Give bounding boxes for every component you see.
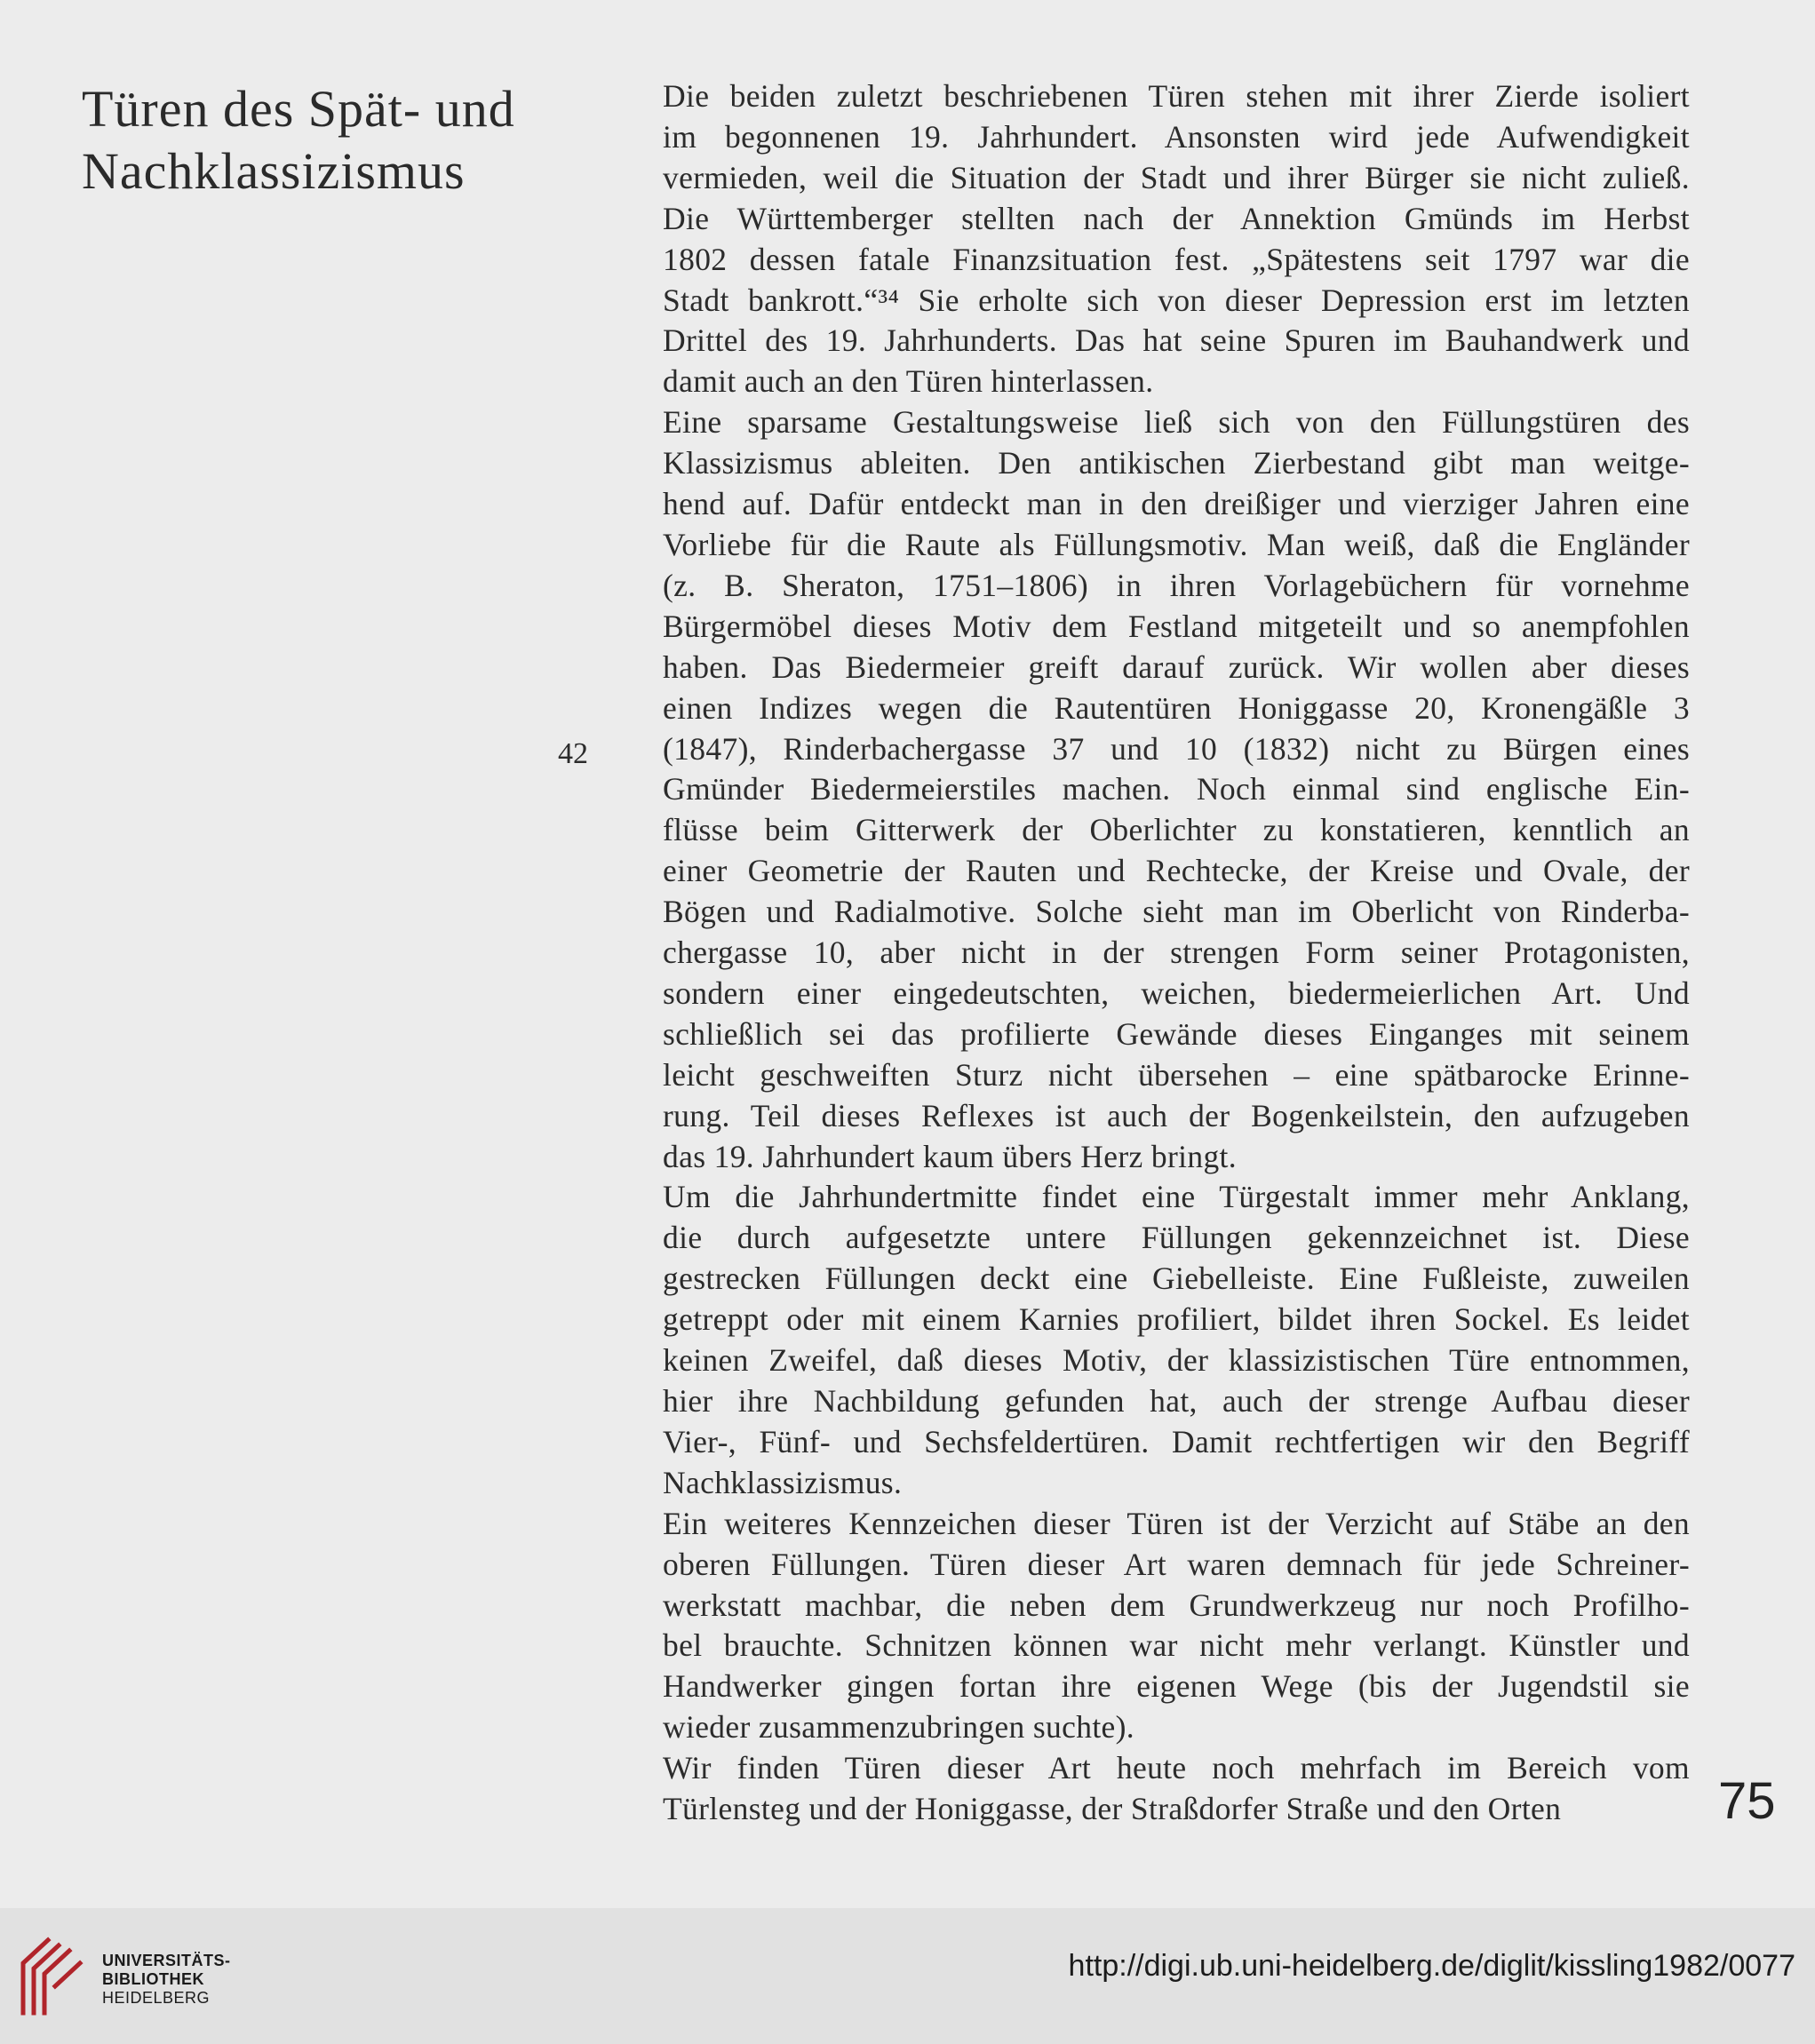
text-line: haben. Das Biedermeier greift darauf zurück. Wir wollen aber dieses bbox=[663, 648, 1690, 685]
text-line: einen Indizes wegen die Rautentüren Honiggasse 20, Kronengäßle 3 bbox=[663, 689, 1690, 726]
footer-bar bbox=[0, 1908, 1815, 2044]
text-line: leicht geschweiften Sturz nicht übersehen – eine spätbarocke Erinne- bbox=[663, 1056, 1690, 1093]
text-line: getreppt oder mit einem Karnies profiliert, bildet ihren Sockel. Es leidet bbox=[663, 1301, 1690, 1338]
text-line: Wir finden Türen dieser Art heute noch mehrfach im Bereich vom bbox=[663, 1750, 1690, 1786]
marginal-figure-reference: 42 bbox=[558, 737, 588, 770]
text-line: Drittel des 19. Jahrhunderts. Das hat seine Spuren im Bauhandwerk und bbox=[663, 322, 1690, 359]
text-line: damit auch an den Türen hinterlassen. bbox=[663, 363, 1154, 400]
text-line: flüsse beim Gitterwerk der Oberlichter zu konstatieren, kenntlich an bbox=[663, 812, 1690, 848]
body-text bbox=[663, 76, 1690, 1830]
library-logo-icon bbox=[16, 1933, 87, 2018]
heading-line-1: Türen des Spät- und bbox=[82, 80, 515, 138]
text-line: Türlensteg und der Honiggasse, der Straßdorfer Straße und den Orten bbox=[663, 1791, 1562, 1827]
text-line: hier ihre Nachbildung gefunden hat, auch der strenge Aufbau dieser bbox=[663, 1383, 1690, 1419]
text-line: sondern einer eingedeutschten, weichen, biedermeierlichen Art. Und bbox=[663, 974, 1690, 1011]
source-url-link[interactable]: http://digi.ub.uni-heidelberg.de/diglit/kissling1982/0077 bbox=[1068, 1949, 1795, 1983]
text-line: gestrecken Füllungen deckt eine Giebelleiste. Eine Fußleiste, zuweilen bbox=[663, 1261, 1690, 1297]
text-line: Bürgermöbel dieses Motiv dem Festland mitgeteilt und so anempfohlen bbox=[663, 608, 1690, 644]
text-line: hend auf. Dafür entdeckt man in den dreißiger und vierziger Jahren eine bbox=[663, 486, 1690, 522]
text-line: Vorliebe für die Raute als Füllungsmotiv. Man weiß, daß die Engländer bbox=[663, 526, 1690, 562]
text-line: die durch aufgesetzte untere Füllungen gekennzeichnet ist. Diese bbox=[663, 1220, 1690, 1256]
text-line: chergasse 10, aber nicht in der strengen Form seiner Protagonisten, bbox=[663, 935, 1690, 971]
page-number: 75 bbox=[1718, 1772, 1776, 1830]
text-line: Handwerker gingen fortan ihre eigenen Wege (bis der Jugendstil sie bbox=[663, 1668, 1690, 1705]
text-line: das 19. Jahrhundert kaum übers Herz bringt. bbox=[663, 1138, 1237, 1174]
text-line: Eine sparsame Gestaltungsweise ließ sich von den Füllungstüren des bbox=[663, 404, 1690, 441]
text-line: Vier-, Fünf- und Sechsfeldertüren. Damit rechtfertigen wir den Begriff bbox=[663, 1423, 1690, 1459]
paragraph bbox=[663, 1748, 1690, 1830]
text-line: im begonnenen 19. Jahrhundert. Ansonsten wird jede Aufwendigkeit bbox=[663, 118, 1690, 155]
text-line: Nachklassizismus. bbox=[663, 1464, 903, 1500]
library-name-line-2: BIBLIOTHEK bbox=[102, 1970, 204, 1988]
text-line: oberen Füllungen. Türen dieser Art waren demnach für jede Schreiner- bbox=[663, 1546, 1690, 1582]
paragraph bbox=[663, 1504, 1690, 1748]
text-line: Stadt bankrott.“³⁴ Sie erholte sich von dieser Depression erst im letzten bbox=[663, 282, 1690, 318]
chapter-heading bbox=[82, 78, 579, 203]
text-line: vermieden, weil die Situation der Stadt und ihrer Bürger sie nicht zuließ. bbox=[663, 159, 1690, 195]
text-line: bel brauchte. Schnitzen können war nicht mehr verlangt. Künstler und bbox=[663, 1627, 1690, 1664]
library-name-line-3: HEIDELBERG bbox=[102, 1989, 211, 2007]
text-line: (z. B. Sheraton, 1751–1806) in ihren Vorlagebüchern für vornehme bbox=[663, 567, 1690, 603]
text-line: 1802 dessen fatale Finanzsituation fest. „Spätestens seit 1797 war die bbox=[663, 241, 1690, 277]
text-line: Bögen und Radialmotive. Solche sieht man im Oberlicht von Rinderba- bbox=[663, 894, 1690, 930]
paragraph bbox=[663, 1177, 1690, 1503]
paragraph bbox=[663, 402, 1690, 1177]
heading-line-2: Nachklassizismus bbox=[82, 142, 466, 200]
paragraph bbox=[663, 76, 1690, 402]
text-line: rung. Teil dieses Reflexes ist auch der Bogenkeilstein, den aufzugeben bbox=[663, 1097, 1690, 1133]
text-line: wieder zusammenzubringen suchte). bbox=[663, 1709, 1135, 1746]
text-line: keinen Zweifel, daß dieses Motiv, der klassizistischen Türe entnommen, bbox=[663, 1342, 1690, 1379]
text-line: schließlich sei das profilierte Gewände dieses Einganges mit seinem bbox=[663, 1015, 1690, 1052]
text-line: werkstatt machbar, die neben dem Grundwerkzeug nur noch Profilho- bbox=[663, 1587, 1690, 1623]
text-line: Die beiden zuletzt beschriebenen Türen stehen mit ihrer Zierde isoliert bbox=[663, 78, 1690, 114]
text-line: Ein weiteres Kennzeichen dieser Türen ist der Verzicht auf Stäbe an den bbox=[663, 1505, 1690, 1541]
library-name-line-1: UNIVERSITÄTS- bbox=[102, 1952, 231, 1969]
text-line: (1847), Rinderbachergasse 37 und 10 (1832) nicht zu Bürgen eines bbox=[663, 730, 1690, 767]
text-line: Klassizismus ableiten. Den antikischen Zierbestand gibt man weitge- bbox=[663, 445, 1690, 481]
text-line: Die Württemberger stellten nach der Annektion Gmünds im Herbst bbox=[663, 200, 1690, 236]
text-line: Gmünder Biedermeierstiles machen. Noch einmal sind englische Ein- bbox=[663, 771, 1690, 807]
text-line: Um die Jahrhundertmitte findet eine Türgestalt immer mehr Anklang, bbox=[663, 1179, 1690, 1215]
library-name bbox=[102, 1952, 231, 2008]
text-line: einer Geometrie der Rauten und Rechtecke, der Kreise und Ovale, der bbox=[663, 853, 1690, 889]
